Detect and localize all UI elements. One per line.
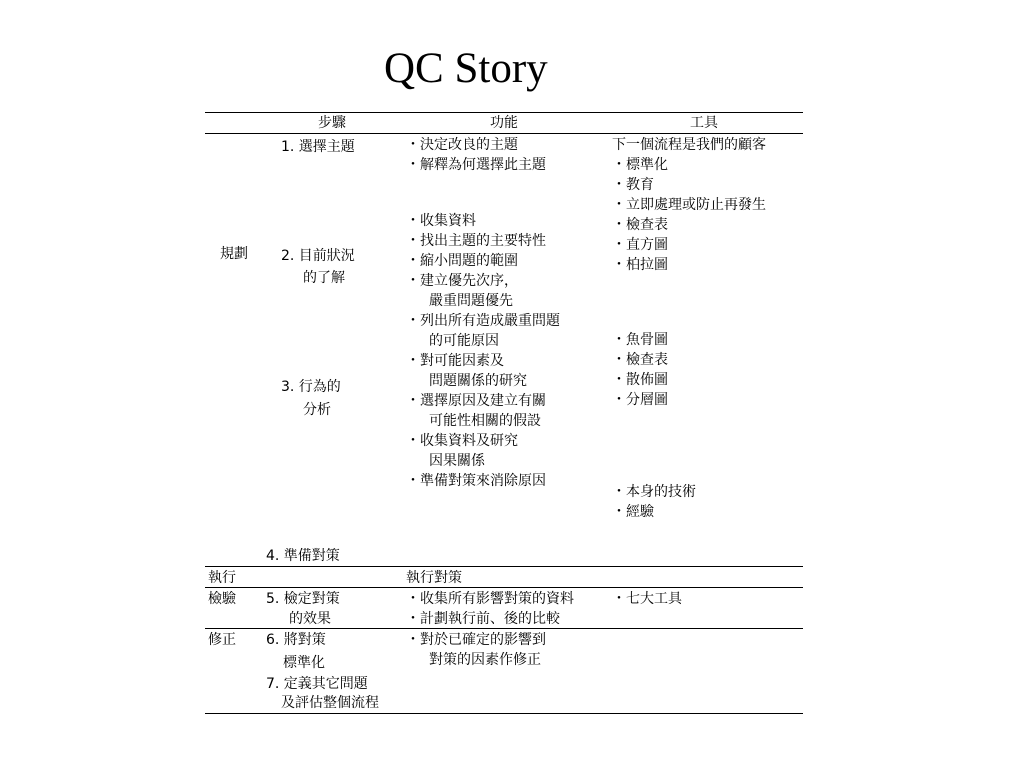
function-line: 的可能原因 — [429, 333, 499, 349]
tool-line: ・立即處理或防止再發生 — [612, 197, 766, 213]
tool-line: ・散佈圖 — [612, 372, 668, 388]
function-line: ・列出所有造成嚴重問題 — [406, 313, 560, 329]
function-line: 對策的因素作修正 — [429, 652, 541, 668]
phase-plan: 規劃 — [220, 246, 248, 262]
function-line: ・決定改良的主題 — [406, 137, 518, 153]
phase-check: 檢驗 — [208, 591, 236, 607]
function-line: 嚴重問題優先 — [429, 293, 513, 309]
step-7-cont: 及評估整個流程 — [281, 695, 379, 711]
function-line: ・找出主題的主要特性 — [406, 233, 546, 249]
step-1: 1. 選擇主題 — [281, 139, 355, 155]
step-6-cont: 標準化 — [283, 655, 325, 671]
tool-line: ・魚骨圖 — [612, 332, 668, 348]
tool-line: ・檢查表 — [612, 352, 668, 368]
phase-act: 修正 — [208, 632, 236, 648]
step-4: 4. 準備對策 — [266, 548, 340, 564]
header-step: 步驟 — [318, 115, 346, 131]
phase-do: 執行 — [208, 570, 236, 586]
tool-line: ・分層圖 — [612, 392, 668, 408]
function-line: 可能性相關的假設 — [429, 413, 541, 429]
step-3: 3. 行為的 — [281, 379, 341, 395]
tool-line: ・經驗 — [612, 504, 654, 520]
tool-line: 下一個流程是我們的顧客 — [612, 137, 766, 153]
table-top-rule — [205, 112, 803, 113]
function-line: ・準備對策來消除原因 — [406, 473, 546, 489]
page-title: QC Story — [384, 45, 548, 92]
header-function: 功能 — [490, 115, 518, 131]
tool-line: ・直方圖 — [612, 237, 668, 253]
header-bottom-rule — [205, 133, 803, 134]
step-5: 5. 檢定對策 — [266, 591, 340, 607]
step-3-cont: 分析 — [303, 402, 331, 418]
function-line: 問題關係的研究 — [429, 373, 527, 389]
step-2-cont: 的了解 — [303, 270, 345, 286]
tool-line: ・標準化 — [612, 157, 668, 173]
function-line: ・收集資料及研究 — [406, 433, 518, 449]
step-5-cont: 的效果 — [289, 611, 331, 627]
function-line: ・對於已確定的影響到 — [406, 632, 546, 648]
function-line: ・計劃執行前、後的比較 — [406, 611, 560, 627]
step-6: 6. 將對策 — [266, 632, 326, 648]
function-line: ・收集資料 — [406, 213, 476, 229]
function-line: ・解釋為何選擇此主題 — [406, 157, 546, 173]
tool-line: ・檢查表 — [612, 217, 668, 233]
tool-line: ・本身的技術 — [612, 484, 696, 500]
tool-line: ・七大工具 — [612, 591, 682, 607]
function-line: ・收集所有影響對策的資料 — [406, 591, 574, 607]
header-tools: 工具 — [690, 115, 718, 131]
tool-line: ・教育 — [612, 177, 654, 193]
function-line: ・縮小問題的範圍 — [406, 253, 518, 269]
function-line: 因果關係 — [429, 453, 485, 469]
function-do: 執行對策 — [406, 570, 462, 586]
rule-after-do — [205, 587, 803, 588]
rule-after-plan — [205, 566, 803, 567]
step-2: 2. 目前狀況 — [281, 248, 355, 264]
table-bottom-rule — [205, 713, 803, 714]
function-line: ・對可能因素及 — [406, 353, 504, 369]
tool-line: ・柏拉圖 — [612, 257, 668, 273]
step-7: 7. 定義其它問題 — [266, 676, 368, 692]
function-line: ・選擇原因及建立有關 — [406, 393, 546, 409]
function-line: ・建立優先次序， — [406, 273, 518, 289]
